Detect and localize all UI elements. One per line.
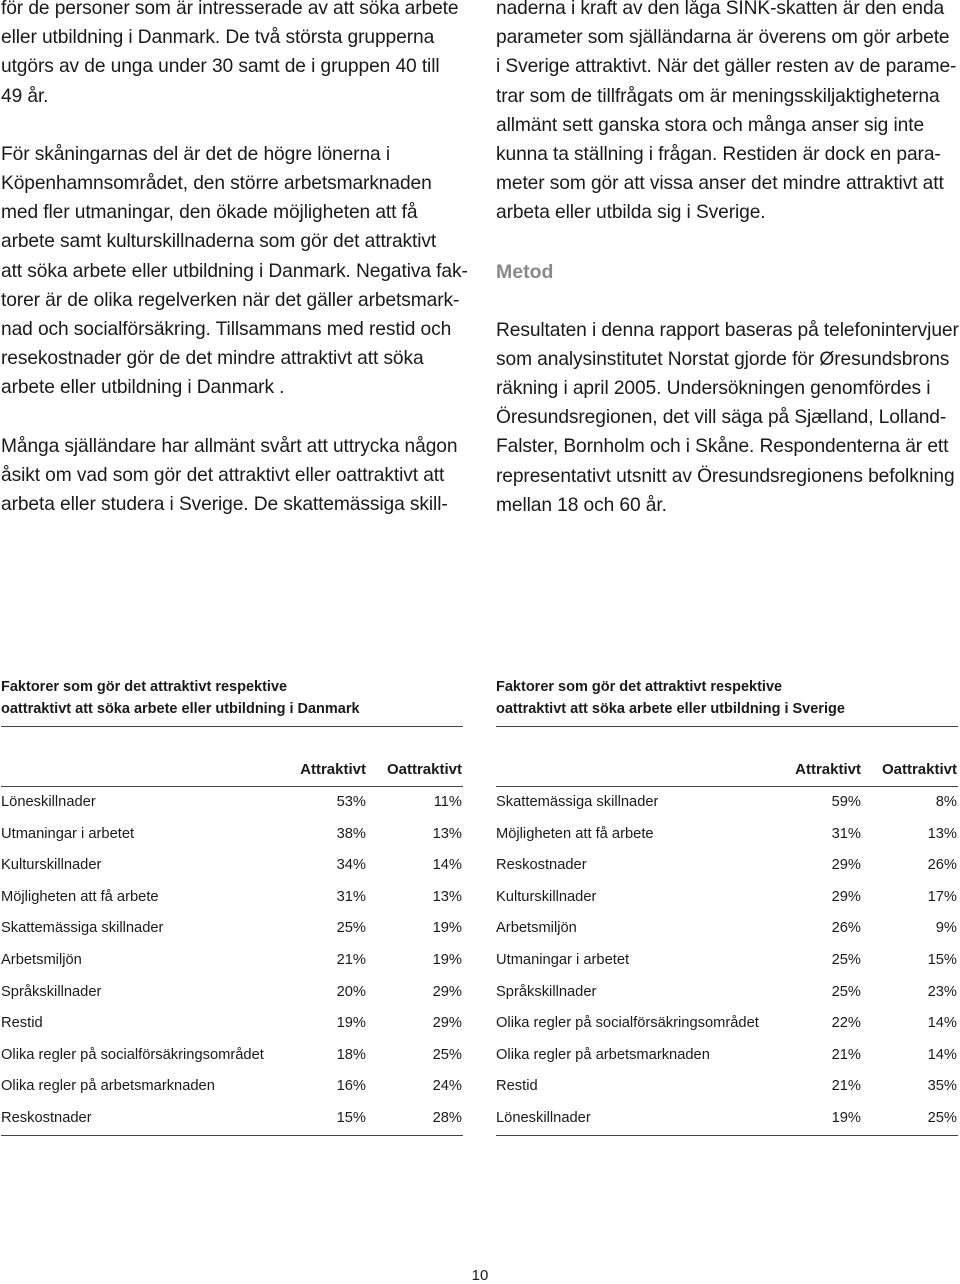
table-row <box>496 882 958 914</box>
table-title-line: Faktorer som gör det attraktivt respektive <box>496 679 783 695</box>
table-row <box>1 787 463 819</box>
table-title <box>1 676 463 727</box>
text-line: med fler utmaningar, den ökade möjligheten att få <box>1 202 418 224</box>
table-title-line: oattraktivt att söka arbete eller utbildning i Danmark <box>1 701 360 717</box>
row-label: Möjligheten att få arbete <box>1 888 159 905</box>
text-line: naderna i kraft av den låga SINK-skatten är den enda <box>496 0 945 19</box>
row-label: Utmaningar i arbetet <box>496 951 630 968</box>
text-line: arbete samt kulturskillnaderna som gör det attraktivt <box>1 231 437 253</box>
text-line: representativt utsnitt av Öresundsregionens befolkning <box>496 465 955 487</box>
column-header-attraktivt: Attraktivt <box>300 761 366 778</box>
text-line: att söka arbete eller utbildning i Danmark. Negativa fak- <box>1 260 468 282</box>
right-paragraph-2 <box>496 316 958 520</box>
table-row <box>496 945 958 977</box>
row-label: Skattemässiga skillnader <box>496 794 659 810</box>
page-number: 10 <box>471 1267 489 1284</box>
value-oattraktivt: 25% <box>927 1109 957 1126</box>
table-body <box>496 787 958 1135</box>
paragraph-gap <box>496 287 958 316</box>
table-row <box>496 1103 958 1135</box>
value-oattraktivt: 35% <box>927 1078 957 1095</box>
right-paragraph-1 <box>496 0 958 228</box>
column-header-oattraktivt: Oattraktivt <box>881 761 957 778</box>
text-line: kunna ta ställning i frågan. Restiden är dock en para- <box>496 144 941 166</box>
value-attraktivt: 34% <box>336 857 366 874</box>
value-attraktivt: 21% <box>336 951 366 968</box>
value-oattraktivt: 17% <box>927 888 957 905</box>
paragraph-gap <box>1 111 469 140</box>
value-oattraktivt: 14% <box>432 857 462 874</box>
table-row <box>496 787 958 819</box>
value-oattraktivt: 9% <box>935 920 957 937</box>
table-row <box>1 1008 463 1040</box>
value-attraktivt: 22% <box>831 1015 861 1032</box>
row-label: Kulturskillnader <box>1 857 102 874</box>
text-line: resekostnader gör de det mindre attraktivt att söka <box>1 348 424 370</box>
text-line: meter som gör att vissa anser det mindre attraktivt att <box>496 173 944 195</box>
value-oattraktivt: 13% <box>927 825 957 842</box>
text-line: Falster, Bornholm och i Skåne. Respondenterna är ett <box>496 436 949 458</box>
section-heading-metod: Metod <box>496 260 554 283</box>
value-attraktivt: 19% <box>336 1015 366 1032</box>
text-line: utgörs av de unga under 30 samt de i gruppen 40 till <box>1 56 440 78</box>
value-attraktivt: 38% <box>336 825 366 842</box>
value-oattraktivt: 14% <box>927 1046 957 1063</box>
table-header <box>496 757 958 787</box>
right-text-column <box>496 0 958 520</box>
table-row <box>1 1103 463 1135</box>
text-line: för de personer som är intresserade av att söka arbete <box>1 0 459 19</box>
value-attraktivt: 29% <box>831 857 861 874</box>
table-bottom-rule <box>496 1135 958 1136</box>
value-attraktivt: 19% <box>831 1109 861 1126</box>
value-attraktivt: 31% <box>336 888 366 905</box>
table-row <box>1 819 463 851</box>
text-line: För skåningarnas del är det de högre lönerna i <box>1 143 390 165</box>
value-attraktivt: 21% <box>831 1046 861 1063</box>
table-row <box>496 850 958 882</box>
row-label: Olika regler på arbetsmarknaden <box>496 1046 710 1063</box>
text-line: allmänt sett ganska stora och många anser sig inte <box>496 114 925 136</box>
table-row <box>496 819 958 851</box>
row-label: Löneskillnader <box>496 1109 591 1126</box>
text-line: arbete eller utbildning i Danmark . <box>1 377 285 399</box>
value-attraktivt: 16% <box>336 1078 366 1095</box>
row-label: Möjligheten att få arbete <box>496 825 654 842</box>
row-label: Olika regler på arbetsmarknaden <box>1 1078 215 1095</box>
row-label: Kulturskillnader <box>496 888 597 905</box>
table-row <box>1 977 463 1009</box>
value-oattraktivt: 26% <box>927 857 957 874</box>
value-oattraktivt: 29% <box>432 983 462 1000</box>
table-row <box>1 1071 463 1103</box>
table-row <box>496 1008 958 1040</box>
paragraph-gap <box>1 403 469 432</box>
text-line: Resultaten i denna rapport baseras på telefonintervjuer <box>496 319 959 341</box>
table-row <box>496 1071 958 1103</box>
table-title <box>496 676 958 727</box>
value-attraktivt: 26% <box>831 920 861 937</box>
table-bottom-rule <box>1 1135 463 1136</box>
paragraph-gap <box>496 228 958 257</box>
row-label: Språkskillnader <box>496 983 597 1000</box>
row-label: Reskostnader <box>1 1109 92 1126</box>
text-line: Köpenhamnsområdet, den större arbetsmarknaden <box>1 173 432 195</box>
text-line: i Sverige attraktivt. När det gäller resten av de parame- <box>496 56 957 78</box>
row-label: Skattemässiga skillnader <box>1 920 164 937</box>
text-line: arbeta eller studera i Sverige. De skattemässiga skill- <box>1 494 448 516</box>
table-header <box>1 757 463 787</box>
value-oattraktivt: 25% <box>432 1046 462 1063</box>
row-label: Olika regler på socialförsäkringsområdet <box>1 1046 264 1063</box>
table-row <box>496 977 958 1009</box>
text-line: 49 år. <box>1 85 49 107</box>
value-attraktivt: 15% <box>336 1109 366 1126</box>
table-body <box>1 787 463 1135</box>
table-title-line: oattraktivt att söka arbete eller utbildning i Sverige <box>496 701 845 717</box>
value-attraktivt: 29% <box>831 888 861 905</box>
value-oattraktivt: 19% <box>432 920 462 937</box>
value-attraktivt: 25% <box>831 983 861 1000</box>
value-oattraktivt: 13% <box>432 888 462 905</box>
value-oattraktivt: 8% <box>935 794 957 810</box>
row-label: Arbetsmiljön <box>1 951 82 968</box>
value-attraktivt: 53% <box>336 794 366 810</box>
text-line: trar som de tillfrågats om är meningsskiljaktigheterna <box>496 85 940 107</box>
table-row <box>1 882 463 914</box>
table-row <box>1 850 463 882</box>
left-paragraph-2 <box>1 140 469 403</box>
value-oattraktivt: 11% <box>433 794 462 810</box>
text-line: åsikt om vad som gör det attraktivt eller oattraktivt att <box>1 464 445 486</box>
row-label: Restid <box>1 1015 43 1032</box>
text-line: Öresundsregionen, det vill säga på Sjælland, Lolland- <box>496 407 947 429</box>
value-attraktivt: 21% <box>831 1078 861 1095</box>
value-attraktivt: 31% <box>831 825 861 842</box>
value-oattraktivt: 24% <box>432 1078 462 1095</box>
table-row <box>1 913 463 945</box>
value-oattraktivt: 29% <box>432 1015 462 1032</box>
value-oattraktivt: 15% <box>927 951 957 968</box>
row-label: Arbetsmiljön <box>496 920 577 937</box>
table-row <box>1 1040 463 1072</box>
text-line: torer är de olika regelverken när det gäller arbetsmark- <box>1 289 460 311</box>
row-label: Olika regler på socialförsäkringsområdet <box>496 1015 759 1032</box>
value-oattraktivt: 23% <box>927 983 957 1000</box>
value-attraktivt: 25% <box>831 951 861 968</box>
value-attraktivt: 20% <box>336 983 366 1000</box>
value-oattraktivt: 19% <box>432 951 462 968</box>
text-line: som analysinstitutet Norstat gjorde för Øresundsbrons <box>496 348 950 370</box>
value-attraktivt: 59% <box>831 794 861 810</box>
row-label: Utmaningar i arbetet <box>1 825 135 842</box>
text-line: parameter som själländarna är överens om gör arbete <box>496 27 950 49</box>
text-line: eller utbildning i Danmark. De två största grupperna <box>1 27 435 49</box>
value-oattraktivt: 28% <box>432 1109 462 1126</box>
table-denmark <box>1 676 463 1136</box>
table-row <box>496 913 958 945</box>
text-line: Många själländare har allmänt svårt att uttrycka någon <box>1 435 458 457</box>
table-title-line: Faktorer som gör det attraktivt respektive <box>1 679 288 695</box>
column-header-attraktivt: Attraktivt <box>795 761 861 778</box>
text-line: arbeta eller utbilda sig i Sverige. <box>496 202 766 224</box>
row-label: Språkskillnader <box>1 983 102 1000</box>
row-label: Restid <box>496 1078 538 1095</box>
value-oattraktivt: 14% <box>927 1015 957 1032</box>
value-attraktivt: 18% <box>336 1046 366 1063</box>
text-line: räkning i april 2005. Undersökningen genomfördes i <box>496 378 931 400</box>
value-attraktivt: 25% <box>336 920 366 937</box>
table-sverige <box>496 676 958 1136</box>
row-label: Reskostnader <box>496 857 587 874</box>
left-text-column <box>1 0 469 519</box>
value-oattraktivt: 13% <box>432 825 462 842</box>
table-row <box>496 1040 958 1072</box>
table-row <box>1 945 463 977</box>
text-line: mellan 18 och 60 år. <box>496 494 667 516</box>
left-paragraph-3 <box>1 432 469 520</box>
left-paragraph-1 <box>1 0 469 111</box>
column-header-oattraktivt: Oattraktivt <box>386 761 462 778</box>
row-label: Löneskillnader <box>1 794 96 810</box>
text-line: nad och socialförsäkring. Tillsammans med restid och <box>1 319 452 341</box>
